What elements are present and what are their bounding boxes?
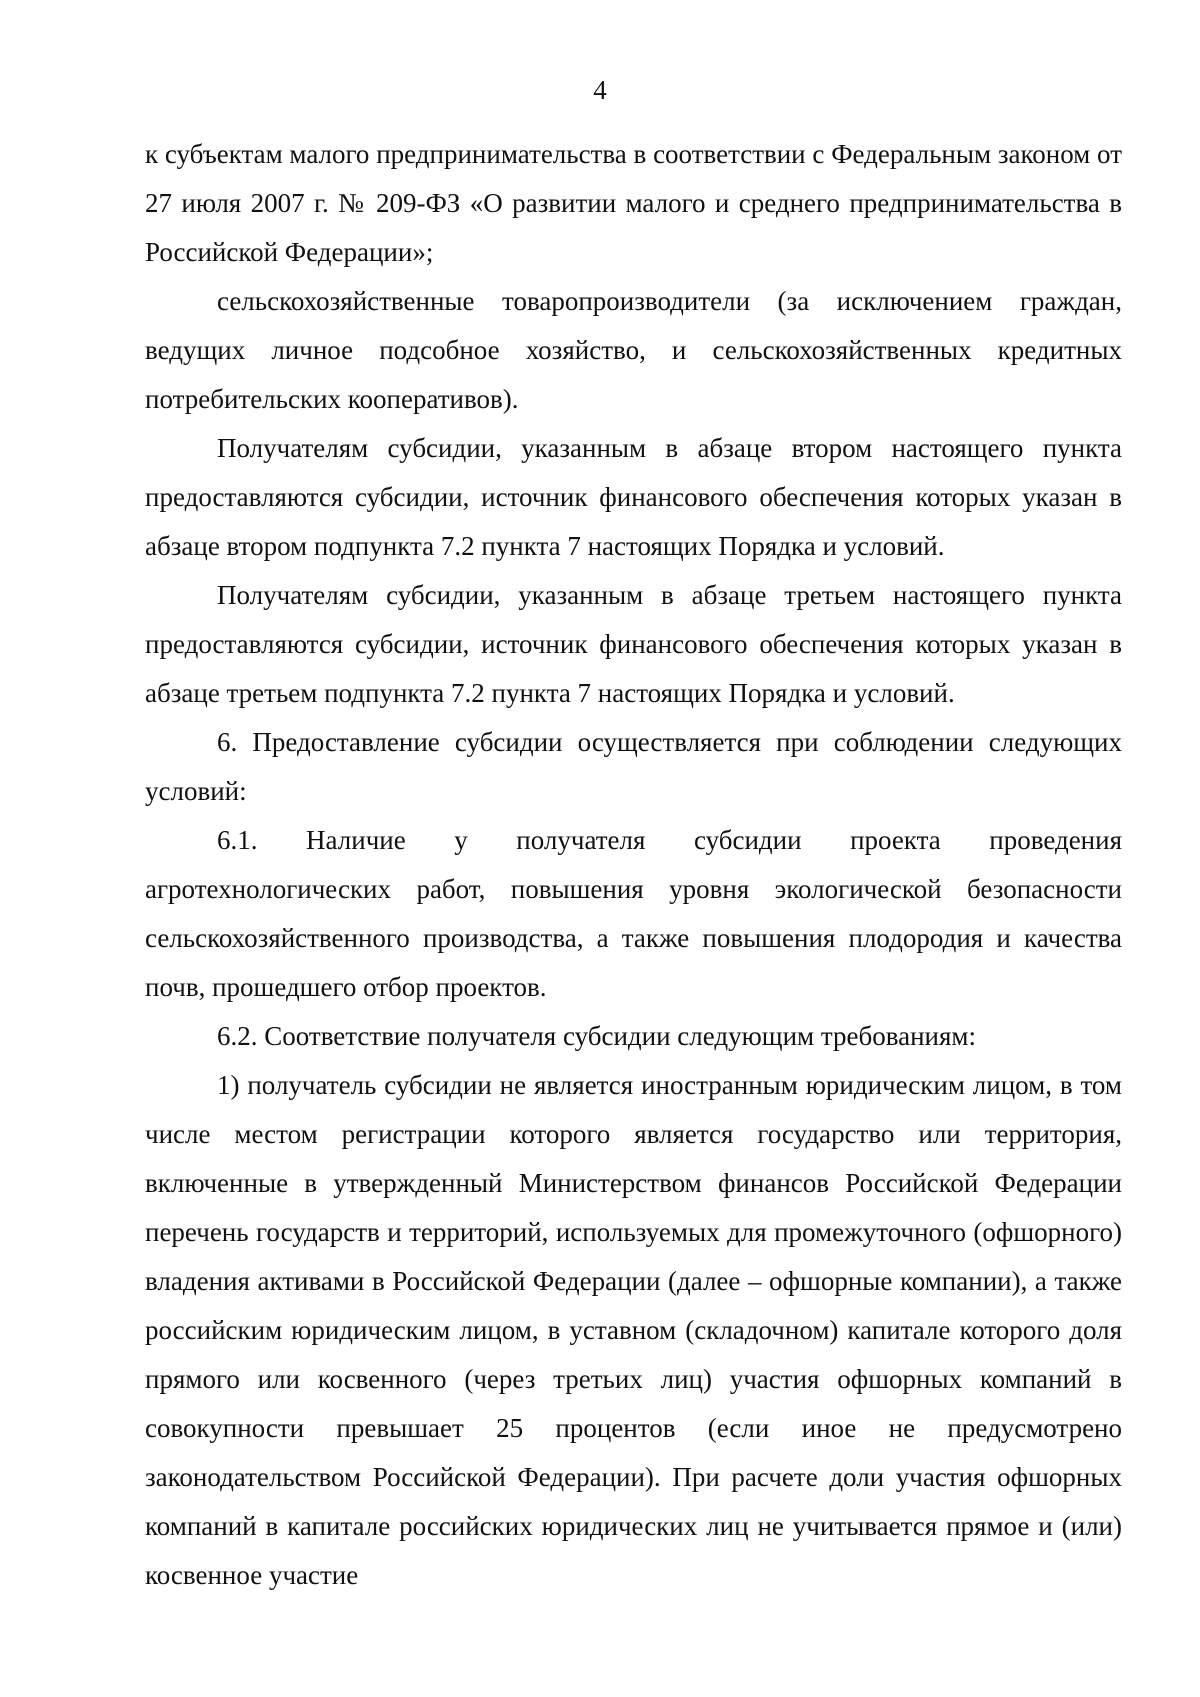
paragraph-agricultural-producers: сельскохозяйственные товаропроизводители (за исключением граждан, ведущих личное подсобное хозяйство, и сельскохозяйственных кредитных потребительских кооперативов).: [145, 286, 1122, 414]
document-body: [145, 130, 1122, 1600]
paragraph-recipients-third: Получателям субсидии, указанным в абзаце третьем настоящего пункта предоставляются субсидии, источник финансового обеспечения которых указан в абзаце третьем подпункта 7.2 пункта 7 настоящих Порядка и условий.: [145, 580, 1122, 708]
paragraph-requirement-1: 1) получатель субсидии не является иностранным юридическим лицом, в том числе местом регистрации которого является государство или территория, включенные в утвержденный Министерством финансов Российской Федерации перечень государств и территорий, используемых для промежуточного (офшорного) владения активами в Российской Федерации (далее – офшорные компании), а также российским юридическим лицом, в уставном (складочном) капитале которого доля прямого или косвенного (через третьих лиц) участия офшорных компаний в совокупности превышает 25 процентов (если иное не предусмотрено законодательством Российской Федерации). При расчете доли участия офшорных компаний в капитале российских юридических лиц не учитывается прямое и (или) косвенное участие: [145, 1070, 1122, 1590]
paragraph-section-6-1: 6.1. Наличие у получателя субсидии проекта проведения агротехнологических работ, повышения уровня экологической безопасности сельскохозяйственного производства, а также повышения плодородия и качества почв, прошедшего отбор проектов.: [145, 825, 1122, 1002]
page-number: 4: [593, 75, 607, 105]
paragraph-section-6-2: 6.2. Соответствие получателя субсидии следующим требованиям:: [217, 1021, 977, 1051]
paragraph-section-6: 6. Предоставление субсидии осуществляется при соблюдении следующих условий:: [145, 727, 1122, 806]
paragraph-continuation: к субъектам малого предпринимательства в соответствии с Федеральным законом от 27 июля 2007 г. № 209-ФЗ «О развитии малого и среднего предпринимательства в Российской Федерации»;: [145, 139, 1122, 267]
paragraph-recipients-second: Получателям субсидии, указанным в абзаце втором настоящего пункта предоставляются субсидии, источник финансового обеспечения которых указан в абзаце втором подпункта 7.2 пункта 7 настоящих Порядка и условий.: [145, 433, 1122, 561]
